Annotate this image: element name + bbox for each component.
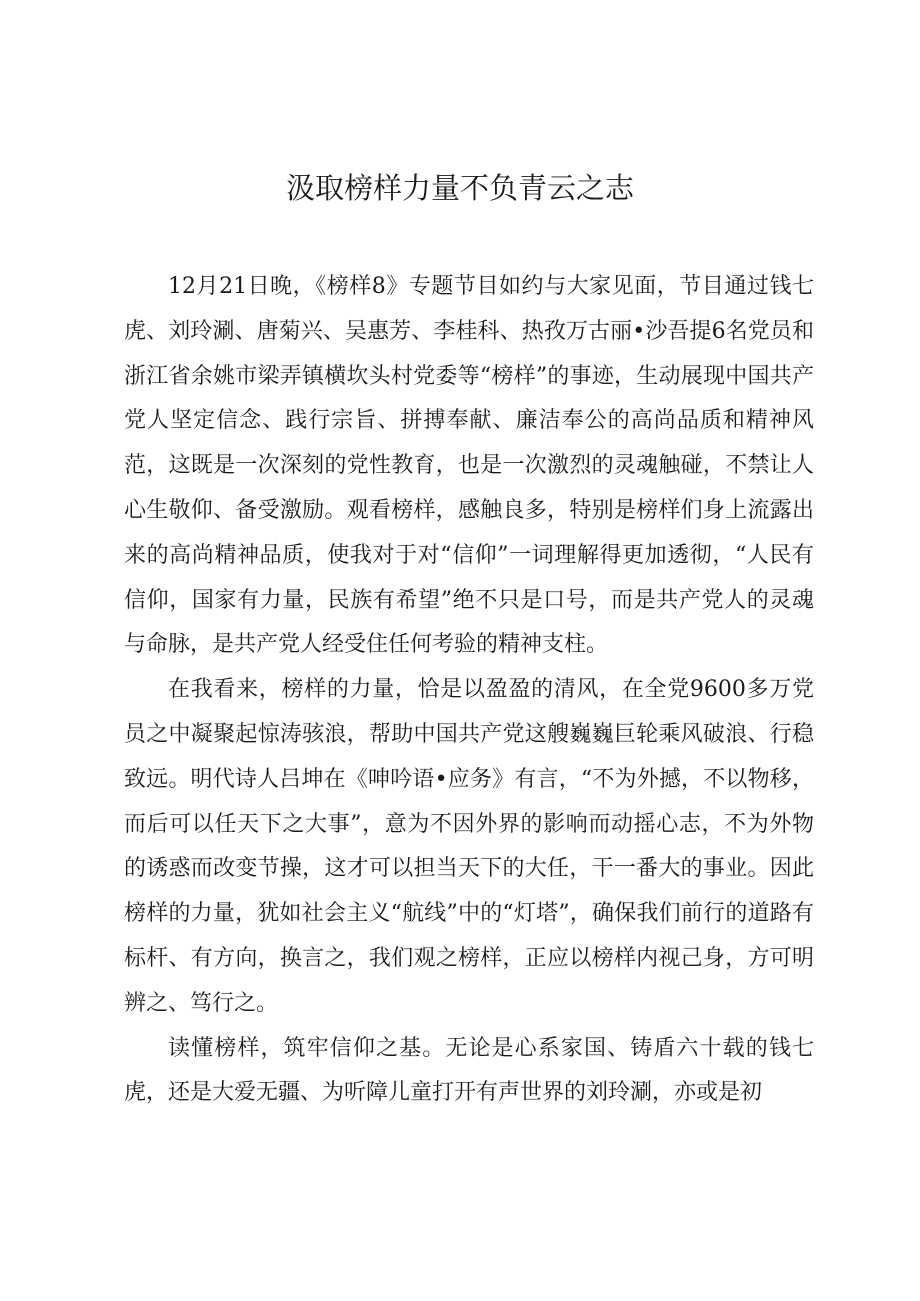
paragraph-2: 在我看来，榜样的力量，恰是以盈盈的清风，在全党9600多万党员之中凝聚起惊涛骇浪，帮助中国共产党这艘巍巍巨轮乘风破浪、行稳致远。明代诗人吕坤在《呻吟语•应务》有言，“不为外撼，不以物移，而后可以任天下之大事”，意为不因外界的影响而动摇心志，不为外物的诱惑而改变节操，这才可以担当天下的大任，干一番大的事业。因此榜样的力量，犹如社会主义“航线”中的“灯塔”，确保我们前行的道路有标杆、有方向，换言之，我们观之榜样，正应以榜样内视己身，方可明辨之、笃行之。 — [124, 677, 814, 1016]
paragraph-3: 读懂榜样，筑牢信仰之基。无论是心系家国、铸盾六十载的钱七虎，还是大爱无疆、为听障儿童打开有声世界的刘玲涮，亦或是初 — [124, 1035, 814, 1106]
paragraph-1: 12月21日晚，《榜样8》专题节目如约与大家见面，节目通过钱七虎、刘玲涮、唐菊兴、吴惠芳、李桂科、热孜万古丽•沙吾提6名党员和浙江省余姚市梁弄镇横坎头村党委等“榜样”的事迹，生动展现中国共产党人坚定信念、践行宗旨、拼搏奉献、廉洁奉公的高尚品质和精神风范，这既是一次深刻的党性教育，也是一次激烈的灵魂触碰，不禁让人心生敬仰、备受激励。观看榜样，感触良多，特别是榜样们身上流露出来的高尚精神品质，使我对于对“信仰”一词理解得更加透彻，“人民有信仰，国家有力量，民族有希望”绝不只是口号，而是共产党人的灵魂与命脉，是共产党人经受住任何考验的精神支柱。 — [124, 274, 814, 658]
document-title: 汲取榜样力量不负青云之志 — [285, 171, 634, 205]
document-body — [124, 265, 814, 1116]
